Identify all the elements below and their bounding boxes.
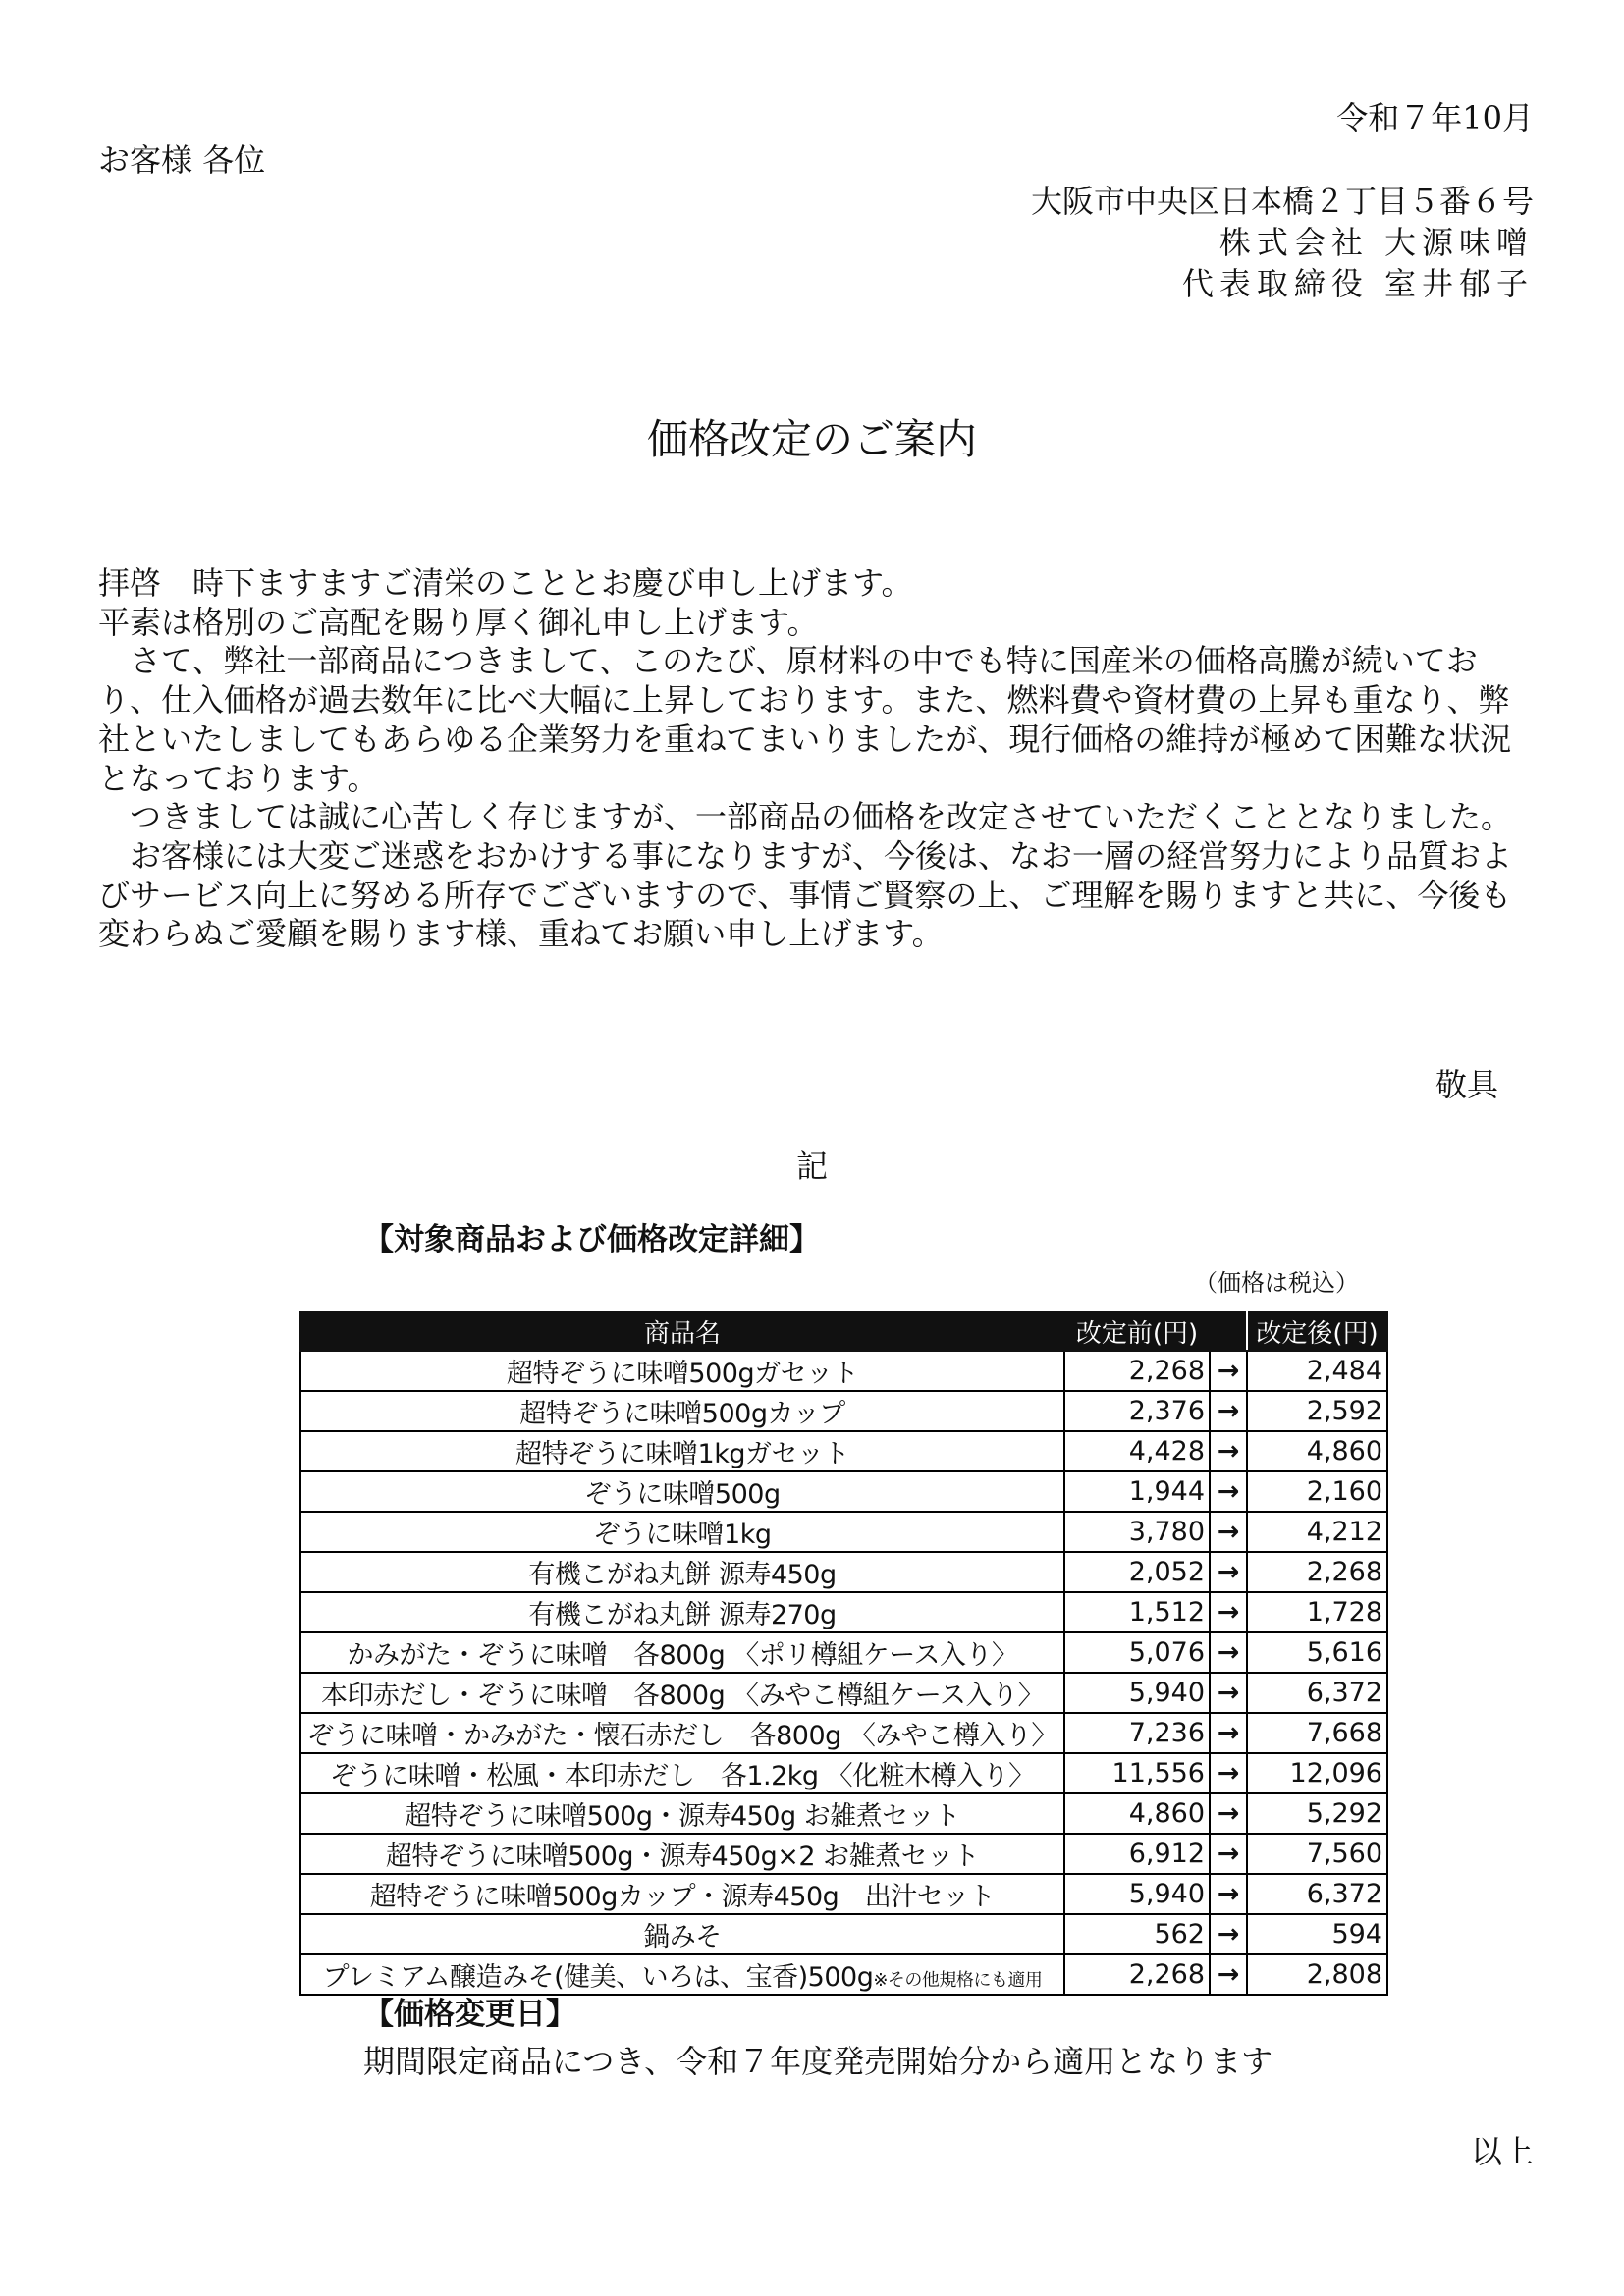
table-row: [300, 1632, 1387, 1673]
product-name-text: 超特ぞうに味噌1kgガセット: [515, 1439, 849, 1469]
product-name: [300, 1552, 1064, 1592]
price-before: 4,860: [1064, 1793, 1210, 1834]
price-before: 2,268: [1064, 1954, 1210, 1995]
arrow-icon: →: [1210, 1753, 1247, 1793]
product-name-text: 超特ぞうに味噌500gガセット: [506, 1359, 859, 1389]
arrow-icon: →: [1210, 1914, 1247, 1954]
product-name-text: 超特ぞうに味噌500gカップ・源寿450g 出汁セット: [369, 1882, 996, 1912]
price-before: 6,912: [1064, 1834, 1210, 1874]
price-after: 2,484: [1247, 1351, 1387, 1391]
body-paragraph: つきましては誠に心苦しく存じますが、一部商品の価格を改定させていただくこととなりました。: [98, 798, 1513, 836]
arrow-icon: →: [1210, 1391, 1247, 1431]
table-row: [300, 1552, 1387, 1592]
price-before: 2,052: [1064, 1552, 1210, 1592]
price-after: 1,728: [1247, 1592, 1387, 1632]
body-paragraph: お客様には大変ご迷惑をおかけする事になりますが、今後は、なお一層の経営努力により品質およびサービス向上に努める所存でございますので、事情ご賢察の上、ご理解を賜りますと共に、今後も変わらぬご愛顧を賜ります様、重ねてお願い申し上げます。: [98, 836, 1513, 953]
table-row: [300, 1793, 1387, 1834]
product-name: [300, 1632, 1064, 1673]
ki-marker: 記: [795, 1148, 828, 1185]
table-row: [300, 1512, 1387, 1552]
product-name-text: ぞうに味噌500g: [584, 1479, 781, 1510]
arrow-icon: →: [1210, 1713, 1247, 1753]
sender-representative: 代表取締役 室井郁子: [1181, 265, 1534, 302]
price-after: 2,160: [1247, 1471, 1387, 1512]
price-after: 5,292: [1247, 1793, 1387, 1834]
table-row: [300, 1471, 1387, 1512]
arrow-icon: →: [1210, 1552, 1247, 1592]
recipient: お客様 各位: [98, 141, 266, 179]
price-before: 562: [1064, 1914, 1210, 1954]
price-before: 5,940: [1064, 1874, 1210, 1914]
price-table: [299, 1311, 1388, 1996]
body-paragraph: 拝啓 時下ますますご清栄のこととお慶び申し上げます。: [98, 564, 913, 602]
price-after: 2,592: [1247, 1391, 1387, 1431]
arrow-icon: →: [1210, 1874, 1247, 1914]
end-marker: 以上: [1470, 2133, 1534, 2170]
table-row: [300, 1954, 1387, 1995]
tax-note: （価格は税込）: [1194, 1269, 1359, 1297]
arrow-icon: →: [1210, 1471, 1247, 1512]
section-heading-change-date: 【価格変更日】: [363, 1997, 576, 2032]
price-after: 12,096: [1247, 1753, 1387, 1793]
table-row: [300, 1713, 1387, 1753]
price-after: 594: [1247, 1914, 1387, 1954]
body-paragraph: さて、弊社一部商品につきまして、このたび、原材料の中でも特に国産米の価格高騰が続いており、仕入価格が過去数年に比べ大幅に上昇しております。また、燃料費や資材費の上昇も重なり、弊社といたしましてもあらゆる企業努力を重ねてまいりましたが、現行価格の維持が極めて困難な状況となっております。: [98, 642, 1512, 797]
table-row: [300, 1673, 1387, 1713]
product-name: [300, 1874, 1064, 1914]
product-name: [300, 1471, 1064, 1512]
product-name: [300, 1431, 1064, 1471]
table-row: [300, 1874, 1387, 1914]
product-name-text: 有機こがね丸餅 源寿450g: [528, 1560, 837, 1590]
product-name: [300, 1391, 1064, 1431]
product-name: [300, 1914, 1064, 1954]
arrow-icon: →: [1210, 1351, 1247, 1391]
product-name: [300, 1351, 1064, 1391]
table-row: [300, 1391, 1387, 1431]
table-row: [300, 1914, 1387, 1954]
price-after: 4,212: [1247, 1512, 1387, 1552]
product-name: [300, 1673, 1064, 1713]
sender-company: 株式会社 大源味噌: [1218, 224, 1534, 261]
product-name-text: 本印赤だし・ぞうに味噌 各800g 〈みやこ樽組ケース入り〉: [321, 1681, 1044, 1711]
product-name-text: ぞうに味噌1kg: [593, 1520, 772, 1550]
price-before: 7,236: [1064, 1713, 1210, 1753]
sender-address: 大阪市中央区日本橋２丁目５番６号: [1030, 183, 1534, 220]
product-name-note: ※その他規格にも適用: [873, 1970, 1043, 1991]
price-after: 7,668: [1247, 1713, 1387, 1753]
arrow-icon: →: [1210, 1793, 1247, 1834]
product-name-text: 鍋みそ: [643, 1922, 722, 1952]
table-row: [300, 1351, 1387, 1391]
product-name-text: 超特ぞうに味噌500g・源寿450g お雑煮セット: [405, 1801, 960, 1832]
arrow-icon: →: [1210, 1673, 1247, 1713]
product-name: [300, 1954, 1064, 1995]
table-row: [300, 1431, 1387, 1471]
price-before: 5,076: [1064, 1632, 1210, 1673]
table-row: [300, 1592, 1387, 1632]
column-header-name: 商品名: [300, 1312, 1064, 1351]
price-after: 2,268: [1247, 1552, 1387, 1592]
arrow-icon: →: [1210, 1954, 1247, 1995]
letter-body: [98, 564, 1532, 954]
price-after: 2,808: [1247, 1954, 1387, 1995]
section-heading-products: 【対象商品および価格改定詳細】: [363, 1222, 820, 1257]
column-header-before: 改定前(円): [1064, 1312, 1210, 1351]
price-before: 1,512: [1064, 1592, 1210, 1632]
product-name: [300, 1793, 1064, 1834]
table-row: [300, 1834, 1387, 1874]
arrow-icon: →: [1210, 1632, 1247, 1673]
product-name-text: 超特ぞうに味噌500g・源寿450g×2 お雑煮セット: [385, 1842, 980, 1872]
effective-date-text: 期間限定商品につき、令和７年度発売開始分から適用となります: [363, 2043, 1273, 2080]
price-before: 1,944: [1064, 1471, 1210, 1512]
product-name-text: かみがた・ぞうに味噌 各800g 〈ポリ樽組ケース入り〉: [347, 1640, 1018, 1671]
price-before: 2,376: [1064, 1391, 1210, 1431]
column-header-after: 改定後(円): [1247, 1312, 1387, 1351]
document-date: 令和７年10月: [1336, 99, 1534, 136]
arrow-icon: →: [1210, 1512, 1247, 1552]
table-header-row: [300, 1312, 1387, 1351]
product-name: [300, 1512, 1064, 1552]
arrow-icon: →: [1210, 1592, 1247, 1632]
product-name-text: 有機こがね丸餅 源寿270g: [528, 1600, 837, 1630]
price-before: 4,428: [1064, 1431, 1210, 1471]
price-after: 5,616: [1247, 1632, 1387, 1673]
price-after: 7,560: [1247, 1834, 1387, 1874]
price-after: 4,860: [1247, 1431, 1387, 1471]
table-row: [300, 1753, 1387, 1793]
page-title: 価格改定のご案内: [646, 415, 977, 463]
product-name-text: プレミアム醸造みそ(健美、いろは、宝香)500g: [322, 1962, 874, 1993]
product-name: [300, 1592, 1064, 1632]
product-name-text: 超特ぞうに味噌500gカップ: [519, 1399, 845, 1429]
product-name-text: ぞうに味噌・かみがた・懐石赤だし 各800g 〈みやこ樽入り〉: [307, 1721, 1057, 1751]
arrow-icon: →: [1210, 1431, 1247, 1471]
body-paragraph: 平素は格別のご高配を賜り厚く御礼申し上げます。: [98, 603, 819, 641]
price-before: 5,940: [1064, 1673, 1210, 1713]
closing-phrase: 敬具: [1435, 1066, 1498, 1103]
product-name-text: ぞうに味噌・松風・本印赤だし 各1.2kg 〈化粧木樽入り〉: [330, 1761, 1035, 1791]
price-before: 11,556: [1064, 1753, 1210, 1793]
column-header-arrow: [1210, 1312, 1247, 1351]
price-before: 2,268: [1064, 1351, 1210, 1391]
product-name: [300, 1753, 1064, 1793]
price-before: 3,780: [1064, 1512, 1210, 1552]
product-name: [300, 1834, 1064, 1874]
price-after: 6,372: [1247, 1673, 1387, 1713]
price-after: 6,372: [1247, 1874, 1387, 1914]
arrow-icon: →: [1210, 1834, 1247, 1874]
product-name: [300, 1713, 1064, 1753]
